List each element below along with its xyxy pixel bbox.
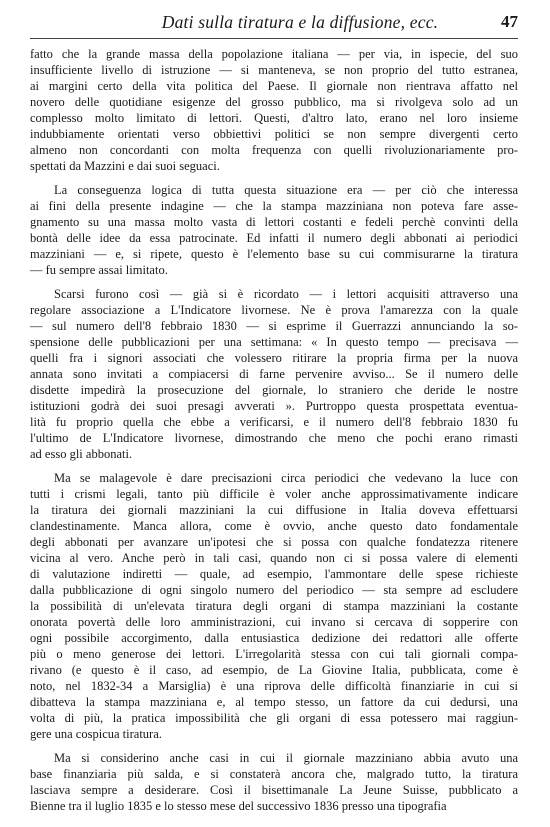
text-line: complesso molto limitato di lettori. Questi, d'altro lato, erano nel loro insieme — [30, 111, 518, 125]
text-line: degli abbonati per avanzare un'ipotesi che si possa con qualche fondatezza ritenere — [30, 535, 518, 549]
text-line: l'ultimo de L'Indicatore livornese, dimostrando che meno che pochi erano rimasti — [30, 431, 518, 445]
paragraph — [30, 470, 518, 742]
text-line: mazziniani — e, si ripete, questo è l'elemento base su cui commisurarne la tiratura — [30, 247, 518, 261]
paragraph — [30, 286, 518, 462]
text-line: rivano (e questo è il caso, ad esempio, de La Giovine Italia, pubblicata, come è — [30, 663, 518, 677]
paragraph — [30, 46, 518, 174]
text-line: dalla pubblicazione di ogni singolo numero del periodico — sta sempre ad escludere — [30, 583, 518, 597]
text-line: ogni possibile accorgimento, dalla entusiastica dedizione dei redattori alle offerte — [30, 631, 518, 645]
text-line: La conseguenza logica di tutta questa situazione era — per ciò che interessa — [54, 183, 518, 197]
text-line: onorata povertà delle loro amministrazioni, cui invano si cercava di sopperire con — [30, 615, 518, 629]
page-number: 47 — [501, 12, 518, 31]
text-line: istituzioni godrà dei suoi presagi avverati ». Purtroppo questa prospettata eventua- — [30, 399, 518, 413]
paragraph — [30, 750, 518, 814]
text-line: Ma se malagevole è dare precisazioni circa periodici che vedevano la luce con — [54, 471, 518, 485]
text-line: gnamento su una massa molto vasta di lettori costanti e fedeli perchè convinti della — [30, 215, 518, 229]
text-line: dibatteva la stampa mazziniana e, al tempo stesso, un fattore da cui dedursi, una — [30, 695, 518, 709]
body-text — [30, 46, 518, 822]
text-line: regolare associazione a L'Indicatore livornese. Ne è prova l'amarezza con la quale — [30, 303, 518, 317]
text-line: la tiratura dei giornali mazziniani la cui diffusione in Italia doveva effettuarsi — [30, 503, 518, 517]
text-line: almeno non concordanti con molta frequenza con quelli rivoluzionariamente pro- — [30, 143, 518, 157]
text-line: annata sono invitati a compiacersi di farne pervenire avviso... Se il numero delle — [30, 367, 518, 381]
text-line: ad esso gli abbonati. — [30, 447, 133, 461]
text-line: più o meno generose dei lettori. L'irregolarità stessa con cui tali giornali compa- — [30, 647, 518, 661]
text-line: lasciava sempre a desiderare. Così il bisettimanale La Jeune Suisse, pubblicato a — [30, 783, 518, 797]
text-line: novero delle quotidiane esigenze del grosso pubblico, ma si rivolgeva solo ad un — [30, 95, 518, 109]
text-line: Ma si considerino anche casi in cui il giornale mazziniano abbia avuto una — [54, 751, 518, 765]
text-line: spettati da Mazzini e dai suoi seguaci. — [30, 159, 220, 173]
text-line: Bienne tra il luglio 1835 e lo stesso mese del successivo 1836 presso una tipografia — [30, 799, 447, 813]
text-line: vicina al vero. Anche però in tali casi, quando non ci si possa valere di elementi — [30, 551, 518, 565]
text-line: noto, nel 1832-34 a Marsiglia) è una riprova delle difficoltà finanziarie in cui si — [30, 679, 518, 693]
text-line: fatto che la grande massa della popolazione italiana — per via, in ispecie, del suo — [30, 47, 518, 61]
text-line: tutti i crismi legali, tanto più difficile è voler anche approssimativamente indicare — [30, 487, 518, 501]
text-line: ai fini della presente indagine — che la stampa mazziniana non poteva fare asse- — [30, 199, 518, 213]
text-line: di valutazione indiretti — quale, ad esempio, l'ammontare delle spese richieste — [30, 567, 518, 581]
text-line: gere una cospicua tiratura. — [30, 727, 162, 741]
text-line: bontà delle idee da essa patrocinate. Ed infatti il numero degli abbonati ai periodici — [30, 231, 518, 245]
text-line: base finanziaria più salda, e si constaterà ancora che, malgrado tutto, la tiratura — [30, 767, 518, 781]
text-line: lità fu proprio quella che ebbe a verificarsi, e il numero dell'8 febbraio 1830 fu — [30, 415, 518, 429]
text-line: Scarsi furono così — già si è ricordato — i lettori acquisiti attraverso una — [54, 287, 518, 301]
text-line: clandestinamente. Manca allora, come è ovvio, anche questo dato fondamentale — [30, 519, 518, 533]
text-line: spensione delle pubblicazioni per una settimana: « In questo tempo — precisava — — [30, 335, 518, 349]
running-header — [30, 10, 518, 39]
text-line: volta di più, la pratica impossibilità che gli organi di essa potessero mai raggiun- — [30, 711, 518, 725]
text-line: — sul numero dell'8 febbraio 1830 — si esprime il Guerrazzi annunciando la so- — [30, 319, 518, 333]
paragraph — [30, 182, 518, 278]
text-line: insufficiente livello di istruzione — si manteneva, se non proprio del tutto estranea, — [30, 63, 518, 77]
text-line: quelli fra i signori associati che volessero ritirare la propria firma per la nuova — [30, 351, 518, 365]
text-line: la possibilità di un'elevata tiratura degli organi di stampa mazziniani la costante — [30, 599, 518, 613]
text-line: ai margini certo della vita politica del Paese. Il giornale non rientrava affatto nel — [30, 79, 518, 93]
running-title: Dati sulla tiratura e la diffusione, ecc. — [161, 12, 439, 32]
text-line: disdette impedirà la prosecuzione del giornale, lo straniero che deride le nostre — [30, 383, 518, 397]
text-line: indubbiamente orientati verso obbiettivi politici se non sempre divergenti certo — [30, 127, 518, 141]
text-line: — fu sempre assai limitato. — [30, 263, 168, 277]
